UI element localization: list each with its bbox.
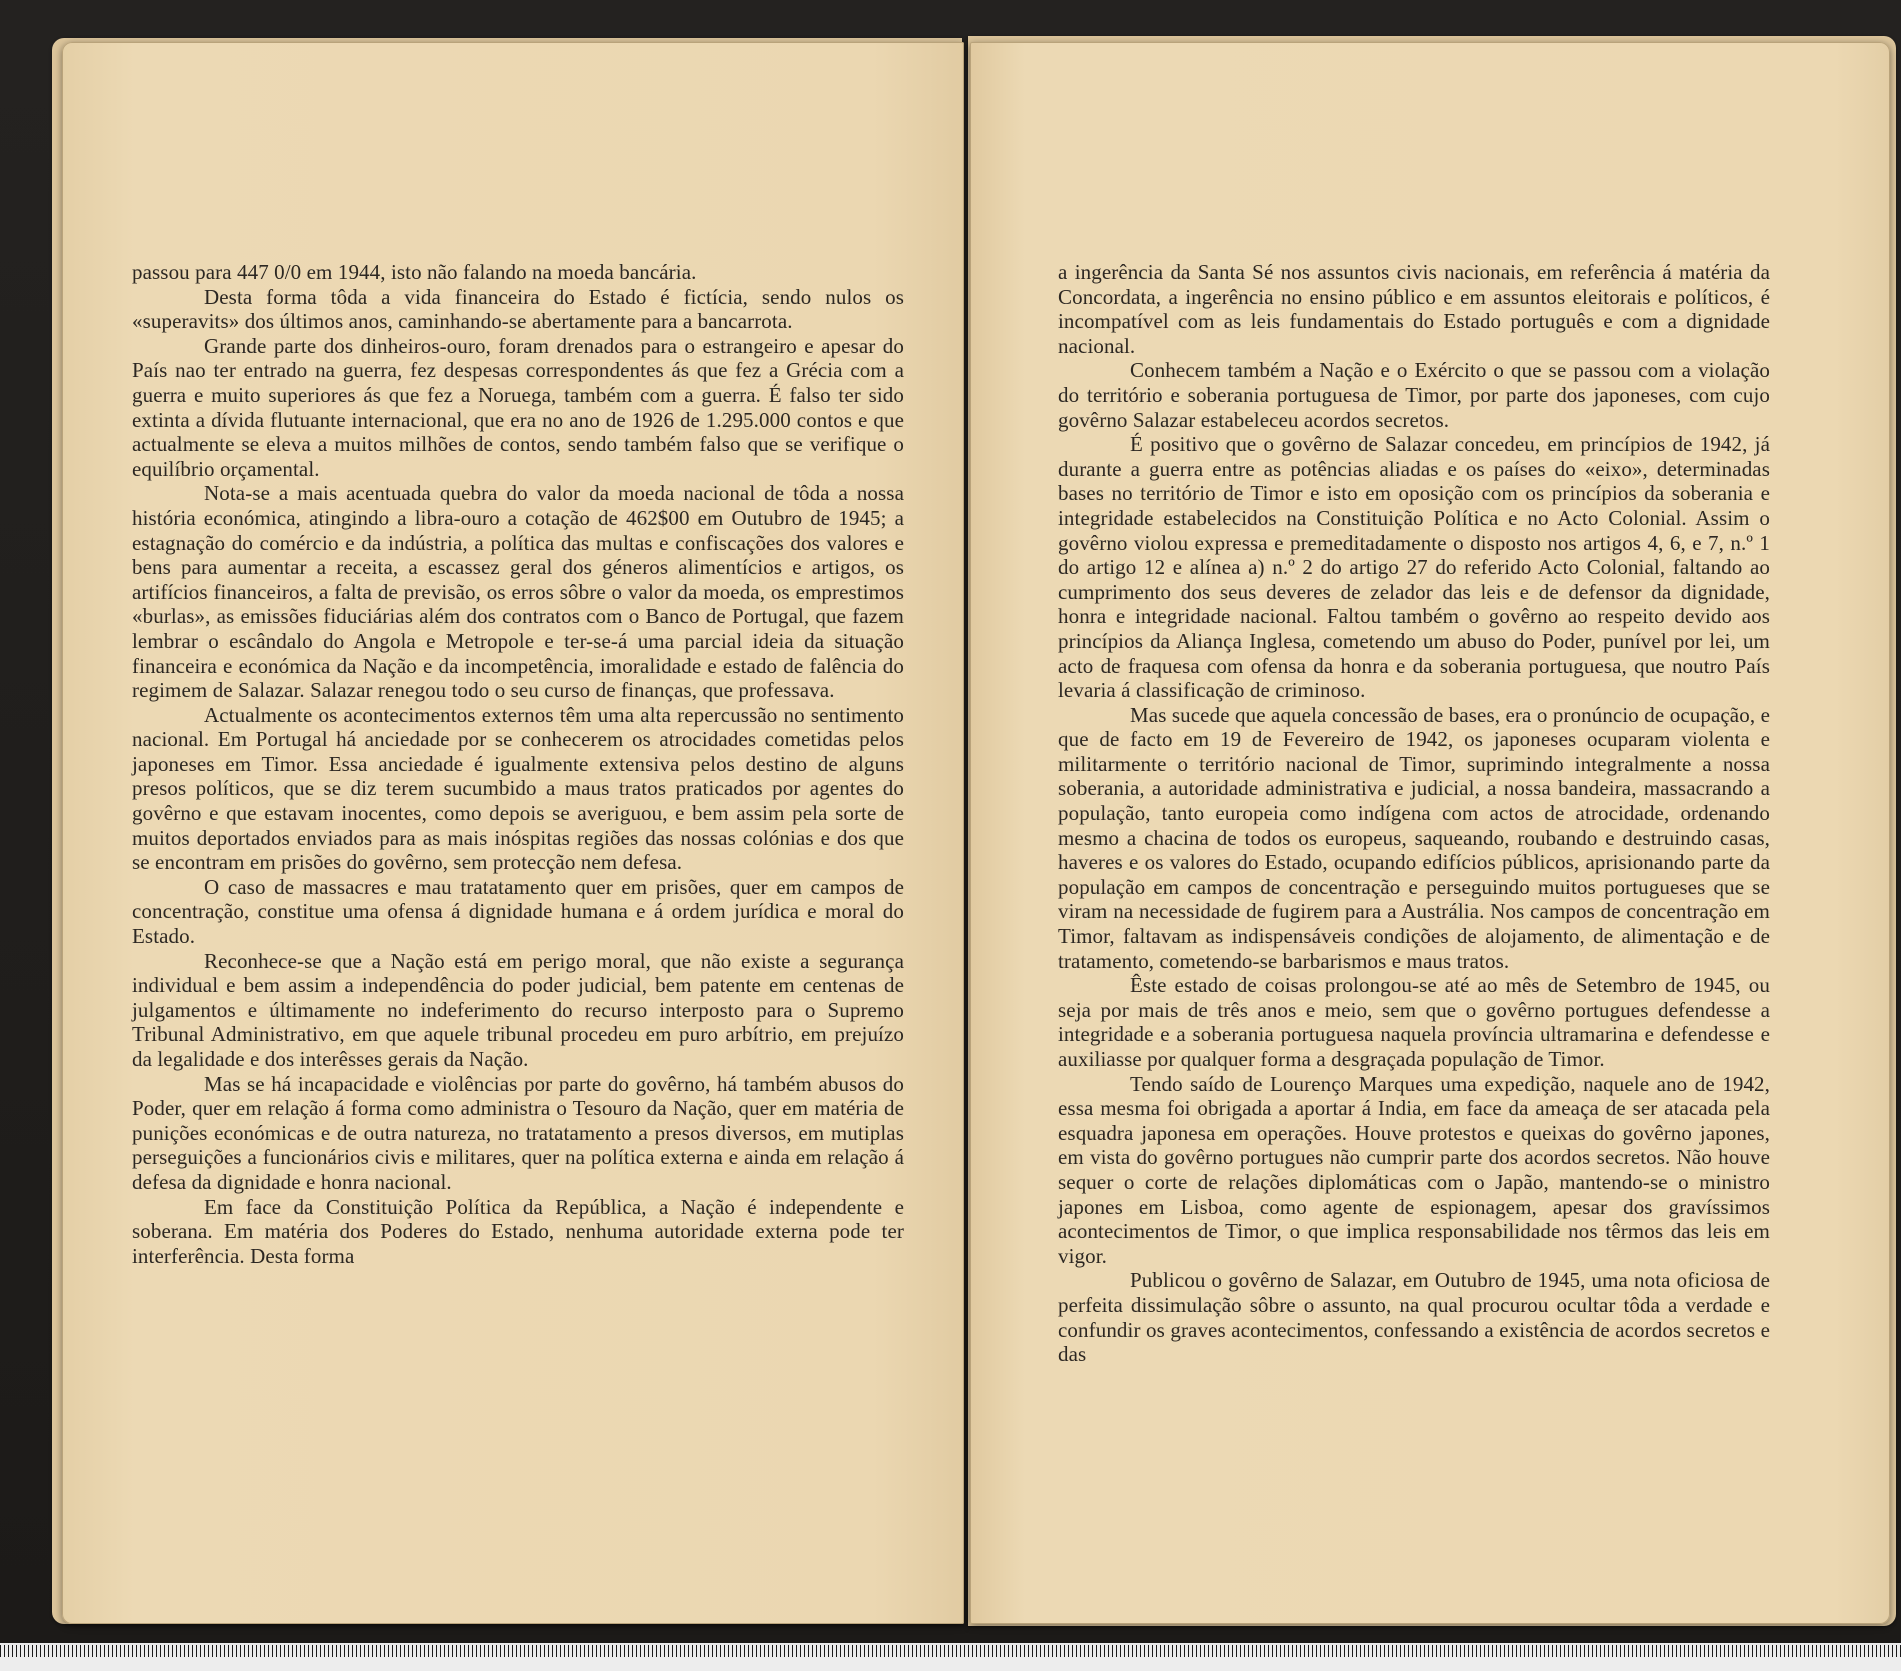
right-paragraph-2: Conhecem também a Nação e o Exército o que se passou com a violação do território e soberania portuguesa de Timor, por parte dos japoneses, com cujo govêrno Salazar estabeleceu acordos secretos. (1058, 358, 1770, 432)
left-paragraph-1: passou para 447 0/0 em 1944, isto não falando na moeda bancária. (132, 260, 697, 284)
right-text-column (1058, 260, 1770, 1367)
right-paragraph-5: Êste estado de coisas prolongou-se até ao mês de Setembro de 1945, ou seja por mais de três anos e meio, sem que o govêrno portugues defendesse a integridade e a soberania portuguesa naquela província ultramarina e defendesse e auxiliasse por qualquer forma a desgraçada população de Timor. (1058, 973, 1770, 1071)
right-paragraph-6: Tendo saído de Lourenço Marques uma expedição, naquele ano de 1942, essa mesma foi obrigada a aportar á India, em face da ameaça de ser atacada pela esquadra japonesa em operações. Houve protestos e queixas do govêrno japones, em vista do govêrno portugues não cumprir parte dos acordos secretos. Não houve sequer o corte de relações diplomáticas com o Japão, mantendo-se o ministro japones em Lisboa, como agente de espionagem, apesar dos gravíssimos acontecimentos de Timor, o que implica responsabilidade nos têrmos das leis em vigor. (1058, 1071, 1770, 1268)
left-paragraph-7: Reconhece-se que a Nação está em perigo moral, que não existe a segurança individual e bem assim a independência do poder judicial, bem patente em centenas de julgamentos e últimamente no indeferimento do recurso interposto para o Supremo Tribunal Administrativo, em que aquele tribunal procedeu em puro arbítrio, em prejuízo da legalidade e dos interêsses gerais da Nação. (132, 948, 904, 1071)
left-paragraph-6: O caso de massacres e mau tratatamento quer em prisões, quer em campos de concentração, constitue uma ofensa á dignidade humana e á ordem jurídica e moral do Estado. (132, 874, 904, 949)
left-paragraph-8: Mas se há incapacidade e violências por parte do govêrno, há também abusos do Poder, quer em relação á forma como administra o Tesouro da Nação, quer em matéria de punições económicas e de outra natureza, no tratatamento a presos diversos, em mutiplas perseguições a funcionários civis e militares, quer na política externa e ainda em relação á defesa da dignidade e honra nacional. (132, 1071, 904, 1194)
left-paragraph-3: Grande parte dos dinheiros-ouro, foram drenados para o estrangeiro e apesar do País nao ter entrado na guerra, fez despesas correspondentes ás que fez a Grécia com a guerra e muito superiores ás que fez a Noruega, também com a guerra. É falso ter sido extinta a dívida flutuante internacional, que era no ano de 1926 de 1.295.000 contos e que actualmente se eleva a muitos milhões de contos, sendo também falso que se verifique o equilíbrio orçamental. (132, 333, 904, 481)
scale-ruler (0, 1643, 1901, 1671)
left-paragraph-2: Desta forma tôda a vida financeira do Estado é fictícia, sendo nulos os «superavits» dos últimos anos, caminhando-se abertamente para a bancarrota. (132, 284, 904, 334)
left-text-column (132, 260, 904, 1268)
left-paragraph-4: Nota-se a mais acentuada quebra do valor da moeda nacional de tôda a nossa história económica, atingindo a libra-ouro a cotação de 462$00 em Outubro de 1945; a estagnação do comércio e da indústria, a política das multas e confiscações dos valores e bens para aumentar a receita, a escassez geral dos géneros alimentícios e artigos, os artifícios financeiros, a falta de previsão, os erros sôbre o valor da moeda, os emprestimos «burlas», as emissões fiduciárias além dos contratos com o Banco de Portugal, que fazem lembrar o escândalo do Angola e Metropole e ter-se-á uma parcial ideia da situação financeira e económica da Nação e da incompetência, imoralidade e estado de falência do regimem de Salazar. Salazar renegou todo o seu curso de finanças, que professava. (132, 481, 904, 703)
right-paragraph-7: Publicou o govêrno de Salazar, em Outubro de 1945, uma nota oficiosa de perfeita dissimulação sôbre o assunto, na qual procurou ocultar tôda a verdade e confundir os graves acontecimentos, confessando a existência de acordos secretos e das (1058, 1268, 1770, 1367)
left-page (62, 42, 964, 1624)
left-paragraph-5: Actualmente os acontecimentos externos têm uma alta repercussão no sentimento nacional. Em Portugal há anciedade por se conhecerem os atrocidades cometidas pelos japoneses em Timor. Essa anciedade é igualmente extensiva pelos destino de alguns presos políticos, que se diz terem sucumbido a maus tratos praticados por agentes do govêrno e que estavam inocentes, como depois se averiguou, e bem assim pela sorte de muitos deportados enviados para as mais inóspitas regiões das nossas colónias e dos que se encontram em prisões do govêrno, sem protecção nem defesa. (132, 702, 904, 875)
right-paragraph-3: É positivo que o govêrno de Salazar concedeu, em princípios de 1942, já durante a guerra entre as potências aliadas e os países do «eixo», determinadas bases no território de Timor e isto em oposição com os princípios da soberania e integridade estabelecidos na Constituição Política e no Acto Colonial. Assim o govêrno violou expressa e premeditadamente o disposto nos artigos 4, 6, e 7, n.º 1 do artigo 12 e alínea a) n.º 2 do artigo 27 do referido Acto Colonial, faltando ao cumprimento dos seus deveres de zelador das leis e de defensor da dignidade, honra e integridade nacional. Faltou também o govêrno ao respeito devido aos princípios da Aliança Inglesa, cometendo um abuso do Poder, punível por lei, um acto de fraquesa com ofensa da honra e da soberania portuguesa, que noutro País levaria á classificação de criminoso. (1058, 432, 1770, 703)
left-paragraph-9: Em face da Constituição Política da República, a Nação é independente e soberana. Em matéria dos Poderes do Estado, nenhuma autoridade externa pode ter interferência. Desta forma (132, 1194, 904, 1268)
right-page (970, 42, 1890, 1624)
right-paragraph-1: a ingerência da Santa Sé nos assuntos civis nacionais, em referência á matéria da Concordata, a ingerência no ensino público e em assuntos eleitorais e políticos, é incompatível com as leis fundamentais do Estado português e com a dignidade nacional. (1058, 260, 1770, 358)
right-paragraph-4: Mas sucede que aquela concessão de bases, era o pronúncio de ocupação, e que de facto em 19 de Fevereiro de 1942, os japoneses ocuparam violenta e militarmente o território nacional de Timor, suprimindo integralmente a nossa soberania, a autoridade administrativa e judicial, a nossa bandeira, massacrando a população, tanto europeia como indígena com actos de atrocidade, ordenando mesmo a chacina de todos os europeus, saqueando, roubando e destruindo casas, haveres e os valores do Estado, ocupando edifícios públicos, aprisionando parte da população em campos de concentração e perseguindo muitos portugueses que se viram na necessidade de fugirem para a Austrália. Nos campos de concentração em Timor, faltavam as indispensáveis condições de alojamento, de alimentação e de tratamento, cometendo-se barbarismos e maus tratos. (1058, 702, 1770, 973)
